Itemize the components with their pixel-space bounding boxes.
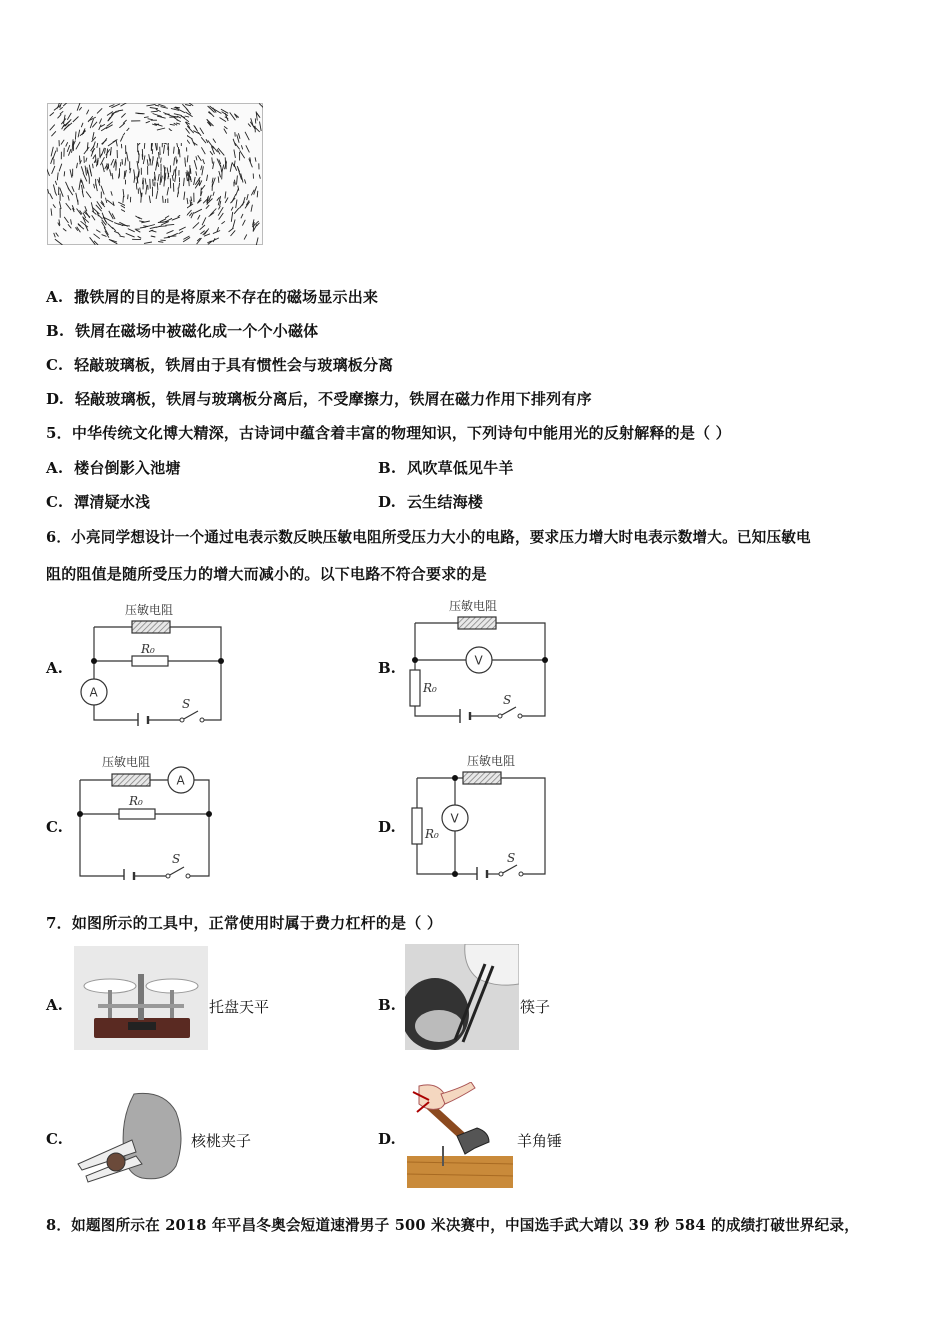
q4-option-a: A. 撒铁屑的目的是将原来不存在的磁场显示出来: [46, 288, 379, 306]
q5-stem: 5．中华传统文化博大精深，古诗词中蕴含着丰富的物理知识，下列诗句中能用光的反射解释的是（ ）: [46, 424, 731, 442]
iron-filing: [96, 154, 97, 162]
q6-letter-b: B.: [378, 659, 396, 677]
circuit-d: [405, 750, 553, 880]
iron-filing: [160, 240, 165, 241]
iron-filing: [222, 170, 223, 180]
sensor-label: 压敏电阻: [102, 755, 151, 769]
q4-option-b: B. 铁屑在磁场中被磁化成一个个小磁体: [46, 322, 319, 340]
ammeter-label: A: [176, 773, 185, 788]
iron-filing: [128, 194, 129, 199]
circuit-c: [72, 752, 220, 880]
iron-filing: [161, 158, 162, 163]
q7-option-b-label: 筷子: [520, 998, 551, 1016]
r0-label: R₀: [129, 794, 143, 808]
ammeter-label: A: [89, 685, 98, 700]
circuit-a: [70, 596, 240, 726]
voltmeter-label: V: [474, 653, 483, 668]
q7-option-d-label: 羊角锤: [517, 1132, 563, 1150]
q4-option-c: C. 轻敲玻璃板，铁屑由于具有惯性会与玻璃板分离: [46, 356, 394, 374]
iron-filing: [257, 191, 258, 198]
q7-stem: 7．如图所示的工具中，正常使用时属于费力杠杆的是（ ）: [46, 914, 443, 932]
q7-option-a-label: 托盘天平: [209, 998, 270, 1016]
iron-filing: [79, 156, 80, 161]
r0-resistor: [410, 670, 420, 706]
pressure-sensor-resistor: [132, 621, 170, 633]
iron-filing: [122, 159, 123, 165]
iron-filings-figure: [47, 103, 263, 245]
q7-letter-c: C.: [46, 1130, 63, 1148]
switch-label: S: [172, 852, 181, 866]
iron-filing: [110, 151, 111, 156]
q4-option-d: D. 轻敲玻璃板，铁屑与玻璃板分离后，不受摩擦力，铁屑在磁力作用下排列有序: [46, 390, 592, 408]
iron-filing: [255, 118, 256, 123]
iron-filing: [123, 196, 124, 203]
q5-option-c: C. 潭清疑水浅: [46, 493, 151, 511]
r0-label: R₀: [423, 681, 437, 695]
q6-stem-line2: 阻的阻值是随所受压力的增大而减小的。以下电路不符合要求的是: [46, 565, 487, 583]
r0-label: R₀: [425, 827, 439, 841]
switch-label: S: [503, 693, 512, 707]
q6-stem-line1: 6．小亮同学想设计一个通过电表示数反映压敏电阻所受压力大小的电路，要求压力增大时电表示数增大。已知压敏电: [46, 529, 811, 546]
q6-letter-d: D.: [378, 818, 396, 836]
q7-letter-b: B.: [378, 996, 396, 1014]
r0-label: R₀: [141, 642, 155, 656]
sensor-label: 压敏电阻: [125, 603, 174, 617]
q7-letter-d: D.: [378, 1130, 396, 1148]
chopsticks-image: [405, 944, 519, 1050]
iron-filing: [189, 179, 190, 187]
balance-scale-image: [74, 946, 208, 1050]
iron-filing: [142, 149, 143, 157]
q5-option-d: D. 云生结海楼: [378, 493, 483, 511]
nutcracker-image: [72, 1090, 190, 1186]
sensor-label: 压敏电阻: [467, 754, 516, 768]
iron-filing: [136, 183, 137, 190]
q7-option-c-label: 核桃夹子: [191, 1132, 252, 1150]
sensor-label: 压敏电阻: [449, 599, 498, 613]
iron-filing: [163, 196, 164, 203]
pressure-sensor-resistor: [463, 772, 501, 784]
voltmeter-label: V: [450, 811, 459, 826]
r0-resistor: [132, 656, 168, 666]
q5-option-b: B. 风吹草低见牛羊: [378, 459, 514, 477]
pressure-sensor-resistor: [112, 774, 150, 786]
iron-filing: [157, 183, 158, 191]
q6-letter-c: C.: [46, 818, 63, 836]
iron-filing: [75, 132, 76, 140]
r0-resistor: [412, 808, 422, 844]
q6-letter-a: A.: [46, 659, 63, 677]
q7-letter-a: A.: [46, 996, 63, 1014]
iron-filing: [81, 179, 82, 183]
q5-option-a: A. 楼台倒影入池塘: [46, 459, 181, 477]
iron-filing: [225, 157, 226, 166]
iron-filing: [190, 168, 191, 174]
iron-filing: [150, 179, 151, 189]
switch-label: S: [507, 851, 516, 865]
circuit-b: [402, 594, 552, 724]
q8-stem: 8．如题图所示在 2018 年平昌冬奥会短道速滑男子 500 米决赛中，中国选手武大靖以 39 秒 584 的成绩打破世界纪录，: [46, 1217, 859, 1234]
r0-resistor: [119, 809, 155, 819]
iron-filing: [64, 171, 65, 176]
claw-hammer-image: [405, 1082, 515, 1190]
switch-label: S: [182, 697, 191, 711]
pressure-sensor-resistor: [458, 617, 496, 629]
